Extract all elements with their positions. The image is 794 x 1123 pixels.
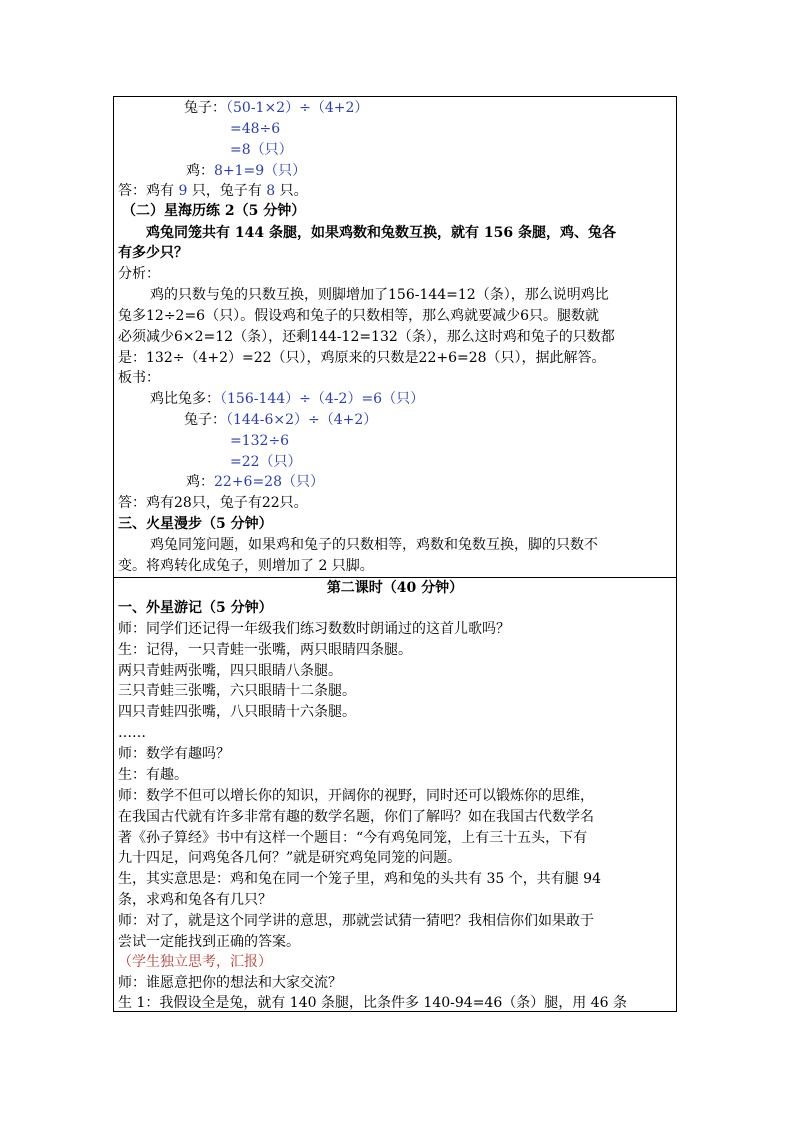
dialogue-line: 师：对了，就是这个同学讲的意思，那就尝试猜一猜吧？我相信你们如果敢于 xyxy=(118,913,594,929)
chicken-calc: 鸡：8+1=9（只） xyxy=(186,163,307,179)
section-heading-3: 三、火星漫步（5 分钟） xyxy=(118,516,273,532)
board-line-1: 鸡比兔多：（156-144）÷（4-2）=6（只） xyxy=(150,391,425,407)
dialogue-line: 师：谁愿意把你的想法和大家交流？ xyxy=(118,975,342,991)
dialogue-line: 生，其实意思是：鸡和兔在同一个笼子里，鸡和兔的头共有 35 个，共有腿 94 xyxy=(118,871,601,887)
dialogue-line: 四只青蛙四张嘴，八只眼睛十六条腿。 xyxy=(118,704,356,720)
content-table xyxy=(113,96,677,1012)
analysis-line-2: 兔多12÷2=6（只）。假设鸡和兔子的只数相等，那么鸡就要减少6只。腿数就 xyxy=(118,308,599,324)
lesson-2-title: 第二课时（40 分钟） xyxy=(326,580,464,596)
dialogue-line: 三只青蛙三张嘴，六只眼睛十二条腿。 xyxy=(118,683,356,699)
dialogue-line: 师：数学不但可以增长你的知识，开阔你的视野，同时还可以锻炼你的思维， xyxy=(118,788,594,804)
dialogue-line: 两只青蛙两张嘴，四只眼睛八条腿。 xyxy=(118,663,342,679)
board-line-2: 兔子：（144-6×2）÷（4+2） xyxy=(184,412,378,428)
board-line-3: =132÷6 xyxy=(230,433,290,449)
dialogue-line: 师：数学有趣吗？ xyxy=(118,746,230,762)
lesson-2-heading: 一、外星游记（5 分钟） xyxy=(118,600,273,616)
rabbit-step-1: =48÷6 xyxy=(230,121,281,137)
dialogue-line: 生 1：我假设全是兔，就有 140 条腿，比条件多 140-94=46（条）腿，用 46 条 xyxy=(118,995,627,1011)
rabbit-step-2: =8（只） xyxy=(230,142,293,158)
analysis-label: 分析： xyxy=(118,266,160,282)
answer-2: 答：鸡有28只，兔子有22只。 xyxy=(118,495,308,511)
dialogue-line: 在我国古代就有许多非常有趣的数学名题，你们了解吗？如在我国古代数学名 xyxy=(118,809,594,825)
dialogue-line: 生：记得，一只青蛙一张嘴，两只眼睛四条腿。 xyxy=(118,642,412,658)
rabbit-calc: 兔子：（50-1×2）÷（4+2） xyxy=(184,100,369,116)
dialogue-line: 生：有趣。 xyxy=(118,767,188,783)
board-label: 板书： xyxy=(118,370,160,386)
problem-line-1: 鸡兔同笼共有 144 条腿，如果鸡数和兔数互换，就有 156 条腿，鸡、兔各 xyxy=(146,225,616,241)
analysis-line-4: 是：132÷（4+2）=22（只），鸡原来的只数是22+6=28（只），据此解答。 xyxy=(118,350,606,366)
board-line-5: 鸡：22+6=28（只） xyxy=(186,474,324,490)
analysis-line-1: 鸡的只数与兔的只数互换，则脚增加了156-144=12（条），那么说明鸡比 xyxy=(150,287,609,303)
dialogue-line: 尝试一定能找到正确的答案。 xyxy=(118,934,300,950)
problem-line-2: 有多少只？ xyxy=(118,245,188,261)
summary-line-2: 变。将鸡转化成兔子，则增加了 2 只脚。 xyxy=(118,558,374,574)
summary-line-1: 鸡兔同笼问题，如果鸡和兔子的只数相等，鸡数和兔数互换，脚的只数不 xyxy=(150,537,598,553)
dialogue-line: 条，求鸡和兔各有几只？ xyxy=(118,892,272,908)
dialogue-line: …… xyxy=(118,725,146,741)
answer-1: 答：鸡有 9 只，兔子有 8 只。 xyxy=(118,183,308,199)
board-line-4: =22（只） xyxy=(230,454,302,470)
dialogue-line: 师：同学们还记得一年级我们练习数数时朗诵过的这首儿歌吗？ xyxy=(118,621,510,637)
dialogue-line: 著《孙子算经》书中有这样一个题目：“今有鸡兔同笼，上有三十五头，下有 xyxy=(118,830,588,846)
student-activity-note: （学生独立思考，汇报） xyxy=(118,954,272,970)
section-heading-2: （二）星海历练 2（5 分钟） xyxy=(122,203,306,219)
analysis-line-3: 必须减少6×2=12（条），还剩144-12=132（条），那么这时鸡和兔子的只数都 xyxy=(118,329,615,345)
dialogue-line: 九十四足，问鸡兔各几何？”就是研究鸡兔同笼的问题。 xyxy=(118,850,462,866)
